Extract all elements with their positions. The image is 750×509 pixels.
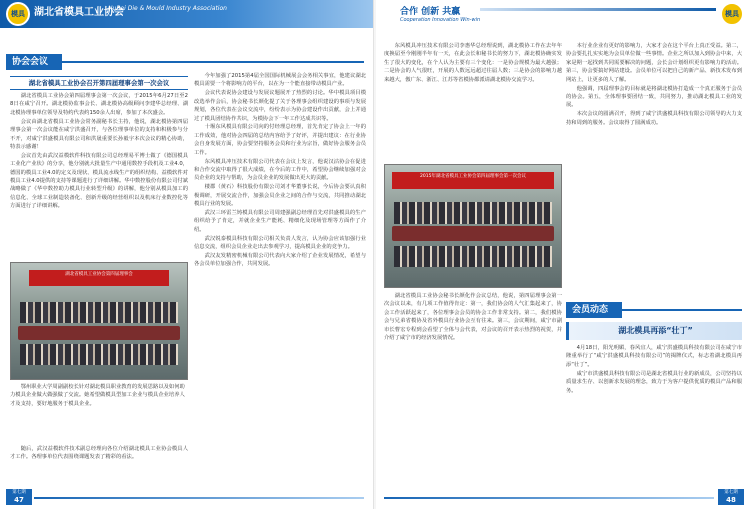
section-divider	[62, 61, 364, 63]
header-slogan-en: Cooperation Innovation Win-win	[400, 17, 481, 23]
paragraph: 十堰东风模具有限公司向的付经理总经理，首先肯定了协会上一年的工作成效，他对协会四届的总结内容给予了好评，并提出建议：在行业协会自身发展方面，协会要坚持服务会员和行业为宗旨，做好协会服务会员工作。	[194, 124, 366, 156]
paragraph: 会议由湖北省模具工业协会常务副秘书长主持，他说，湖北模协第四届理事会第一次会议能在咸宁洪盛召开，与各位理事单位的支持和积极参与分不开，对咸宁洪盛模具有限公司和洪晟重要长孙毅宇本次会议的精心协助，特表示感谢！	[10, 118, 188, 150]
right-column-text	[194, 72, 366, 492]
paragraph: 咸宁市洪盛模具科技有限公司是湖北省模具行业的新成员，公司坚持以质量求生存、以创新求发展的理念，致力于为客户提供优质的模具产品和服务。	[566, 370, 742, 394]
left-column-text-bottom	[384, 292, 562, 492]
meeting-photo	[10, 262, 188, 380]
paragraph: 武汉锐泰模具科技有限公司相关负责人发言，认为协会应该加强行业信息交流，组织会员企业走出去参观学习，提高模具企业的竞争力。	[194, 235, 366, 251]
paragraph: 会议代表说协会建设与发展议题展开了热烈的讨论。华中模具项目模改选举作会后，协会秘书长颜化提了关于各理事会组织建设的事项与发展规划，各位代表在会议交流中，纷纷表示为协会建设作出贡献，会上并通过了模具团结协作共识，为模协会下一年工作达成共识等。	[194, 90, 366, 122]
header-bar	[480, 8, 716, 11]
photo-people-row	[394, 202, 552, 224]
photo-people-row	[394, 246, 552, 268]
left-header	[0, 0, 374, 28]
photo-people-row	[20, 302, 178, 323]
photo-people-row	[20, 344, 178, 365]
photo-banner: 2015年湖北省模具工业协会第四届理事会第一次会议	[392, 172, 554, 189]
photo-banner: 湖北省模具工业协会第四届理事会	[29, 270, 170, 286]
association-logo: 模具	[720, 2, 744, 26]
news-title: 湖北模具再添“壮丁”	[566, 322, 742, 340]
page-issue-label: 第七期	[724, 490, 738, 495]
header-slogan: 合作 创新 共赢	[400, 7, 461, 17]
association-logo: 模具	[6, 2, 30, 26]
left-page	[0, 0, 374, 509]
footer-line	[384, 497, 714, 499]
page-number-value: 47	[14, 496, 24, 504]
header-title-en: HuBei Die & Mould Industry Association	[108, 5, 227, 12]
footer-line	[34, 497, 364, 499]
left-column-text	[384, 42, 562, 162]
paragraph: 湖北省模具工业协会第四届理事会第一次会议，于2015年6月27日至28日在咸宁召开。湖北模协监事会长、湖北模协高级顾问李建华总经理、湖北模协理事单位领导及特约代表约150余人出席，参加了本次盛会。	[10, 93, 188, 116]
paragraph: 东风模具冲压技术有限公司李惠华总经理说到，湖北模协工作在去年年度换届至今刚刚半年有一天，在此会长和秘书长的努力下，湖北模协确实发生了很大的变化，在个人认为主要有三个变化：一是协会规模为最大越强；二是协会的人气很旺，开展的人数远远超过往届人数；三是协会的影响力越来越大，傲广东、浙江、江苏等省模协都派请湖北模协交流学习。	[384, 43, 562, 83]
right-header	[376, 0, 750, 28]
left-column-text	[10, 92, 188, 260]
right-column-text	[566, 42, 742, 300]
section-label-member-news: 会员动态	[566, 302, 622, 318]
meeting-photo	[384, 164, 562, 288]
paragraph: 本行业企业有更好的影响力，大家才会在这个平台上真正受益。第二，协会要扎扎实实地为会员单位做一些事情。企业之所以加入到协会中来，大家是期一起找到共同需要解决的问题，会长会计划组织更有影响力的活动。第三，协会要搞好网站建设。会员单位可以把自己的新产品、新技术发布到网站上，让更多的人了解。	[566, 43, 742, 83]
paragraph: 湖北省模具工业协会秘书长颜化作会议总结，他说，第四届理事会第一次会议以来，有几项工作值得肯定：第一，我们协会的人气汇集起来了，协会工作活跃起来了，各位理事会会员的协会工作非常支持。第二，我们模协会与兄弟省模协及省外模具行业协会互有往来。第三，会议期间，咸宁市副市长曹宏专程到会看望了全体与会代表，对会议的召开表示热烈的祝贺，并介绍了咸宁市的经济发展情况。	[384, 293, 562, 342]
paragraph: 今年加强了2015第4届全国国际机械展会会务相关事宜，他建议湖北模具需要一个将影响力的平台，以在为一个能直接带动模具产业。	[194, 73, 366, 88]
paragraph: 楼郡（黄石）科技股份有限公司刘才华董事长说，今后协会要认真积极调研，开展交流合作，加强会员企业之间的合作与交流，共同推动湖北模具行业的发展。	[194, 184, 366, 208]
photo-table	[392, 226, 554, 241]
header-title: 湖北省模具工业协会	[34, 7, 124, 18]
paragraph: 本次会议的圆满召开，得到了咸宁洪盛模具科技有限公司领导的大力支持和周到的服务。会议取得了圆满成功。	[566, 111, 742, 126]
paragraph: 他强调，四届理事会的目标就是将湖北模协打造成一个真正服务于会员的协会。第五，全体理事要团结一致，共同努力，推动湖北模具工业的发展。	[566, 85, 742, 109]
page-number	[718, 489, 744, 505]
left-column-text-bottom	[10, 445, 188, 497]
photo-table	[18, 326, 180, 340]
page-number-value: 48	[726, 496, 736, 504]
paragraph: 武汉三环雷兰铸模具有限公司周建强副总经理首先对洪盛模具的生产组织给予了肯定，并就企业生产能耗、精细化及现场管理等方面作了介绍。	[194, 210, 366, 233]
paragraph: 东风模具冲压技术有限公司代表在会议上发言，他说汉沽协会在促进和合作交流中取得了很大成绩，在今后的工作中，希望协会继续加强对会员企业的支持与帮助，为会员企业的发展做出更大的贡献。	[194, 158, 366, 182]
paragraph: 4月18日，阳光明媚，春风宜人，咸宁洪盛模具科技有限公司在咸宁市隆重举行了“咸宁洪盛模具科技有限公司”的揭牌仪式，标志着湖北模具再添“壮丁”。	[566, 345, 742, 368]
news-text	[566, 344, 742, 494]
page-number	[6, 489, 32, 505]
paragraph: 会议首先由武汉益模软件科技有限公司总经理易平博士做了《德国模具工业化产业状》的分享，他分别就大批量生产中通用数控手段机及工业4.0，德国的模具工业4.0的定义及现状、模具流水线生产的组织结构、益模软件对模具工业4.0提供的支持等课题进行了详细讲解。华中数控股份有限公司付斌战略做了《华中数控助力模具行业转型升级》的讲解，他分别从模具加工的信息化、全球工业制造装备化、创新升级的经营组织以及机床行业数控化等方面进行了详细讲解。	[10, 152, 188, 210]
photo-caption: 鄂州职业大学周副副校长针对湖北模具职业教育的发展思路以及如何助力模具企业做大做强做了交流。她希望做模具型加工企业与模具企业培养人才及支持，要好地服务于模具企业。	[10, 384, 185, 407]
paragraph: 武汉友发精密机械有限公司代表向大家介绍了企业发展情况，希望与各会员单位加强合作，共同发展。	[194, 253, 366, 268]
right-page	[376, 0, 750, 509]
section-divider	[622, 309, 742, 311]
section-label-meetings: 协会会议	[6, 54, 62, 70]
paragraph: 随后，武汉益模软件技术副总经理向各位介绍湖北模具工业协会模具人才工作。各理事单位代表围绕课题发表了精彩的看法。	[10, 446, 188, 461]
page-issue-label: 第七期	[12, 490, 26, 495]
article-title: 湖北省模具工业协会召开第四届理事会第一次会议	[10, 76, 188, 90]
